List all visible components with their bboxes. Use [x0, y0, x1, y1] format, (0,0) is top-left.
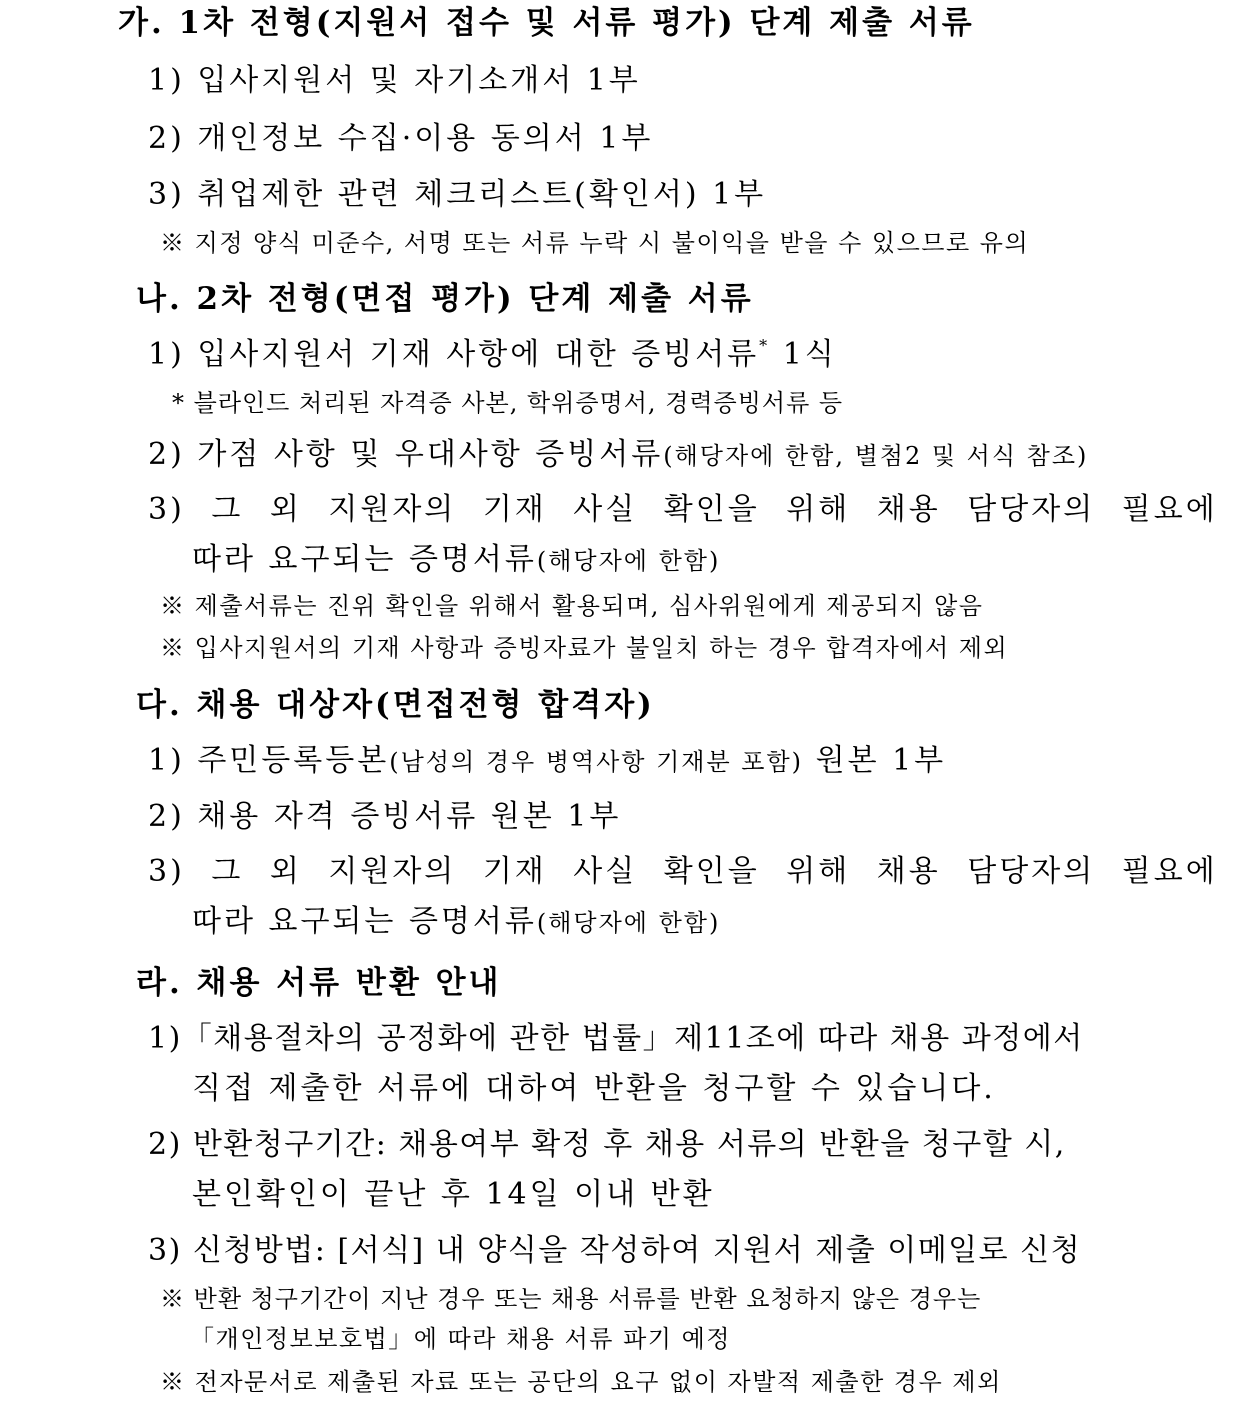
section-ra-item-2-line-2: 본인확인이 끝난 후 14일 이내 반환	[192, 1177, 715, 1212]
section-na-item-1-tail: 1식	[770, 337, 837, 372]
footnote-marker: *	[759, 336, 771, 355]
section-na-item-2	[148, 437, 1089, 472]
section-da-item-1-note: (남성의 경우 병역사항 기재분 포함)	[389, 748, 804, 776]
section-ra-item-1-line-1: 1)「채용절차의 공정화에 관한 법률」제11조에 따라 채용 과정에서	[148, 1021, 1084, 1056]
section-da-item-3-line-1: 3) 그 외 지원자의 기재 사실 확인을 위해 채용 담당자의 필요에	[148, 854, 1218, 889]
section-na-item-1	[148, 336, 837, 372]
section-na-item-3-line-1: 3) 그 외 지원자의 기재 사실 확인을 위해 채용 담당자의 필요에	[148, 492, 1218, 527]
section-da-item-2: 2) 채용 자격 증빙서류 원본 1부	[148, 799, 622, 834]
section-na-item-3-note: (해당자에 한함)	[536, 547, 721, 575]
section-ra-title: 라. 채용 서류 반환 안내	[136, 965, 502, 1001]
section-na-title: 나. 2차 전형(면접 평가) 단계 제출 서류	[136, 281, 754, 317]
section-da-item-1	[148, 743, 947, 778]
section-na-item-2-text: 2) 가점 사항 및 우대사항 증빙서류	[148, 437, 664, 472]
section-na-item-3-text: 따라 요구되는 증명서류	[192, 542, 537, 577]
section-na-item-2-note: (해당자에 한함, 별첨2 및 서식 참조)	[663, 442, 1089, 470]
section-ra-item-2-line-1: 2) 반환청구기간: 채용여부 확정 후 채용 서류의 반환을 청구할 시,	[148, 1127, 1066, 1162]
section-na-item-3-line-2	[192, 542, 721, 577]
section-na-item-1-text: 1) 입사지원서 기재 사항에 대한 증빙서류	[148, 337, 760, 372]
section-na-note-2: ※ 입사지원서의 기재 사항과 증빙자료가 불일치 하는 경우 합격자에서 제외	[160, 634, 1009, 662]
section-na-note-1: ※ 제출서류는 진위 확인을 위해서 활용되며, 심사위원에게 제공되지 않음	[160, 592, 984, 620]
section-ra-note-1-line-1: ※ 반환 청구기간이 지난 경우 또는 채용 서류를 반환 요청하지 않은 경우는	[160, 1285, 982, 1313]
section-da-title: 다. 채용 대상자(면접전형 합격자)	[136, 687, 655, 723]
section-ra-note-2: ※ 전자문서로 제출된 자료 또는 공단의 요구 없이 자발적 제출한 경우 제외	[160, 1368, 1002, 1396]
section-na-footnote: * 블라인드 처리된 자격증 사본, 학위증명서, 경력증빙서류 등	[172, 389, 844, 417]
section-ga-item-1: 1) 입사지원서 및 자기소개서 1부	[148, 63, 641, 98]
section-da-item-3-text: 따라 요구되는 증명서류	[192, 904, 537, 939]
section-ra-note-1-line-2: 「개인정보보호법」에 따라 채용 서류 파기 예정	[190, 1325, 731, 1353]
section-ga-item-3: 3) 취업제한 관련 체크리스트(확인서) 1부	[148, 177, 767, 212]
section-da-item-3-line-2	[192, 904, 721, 939]
section-ra-item-1-line-2: 직접 제출한 서류에 대하여 반환을 청구할 수 있습니다.	[192, 1071, 996, 1106]
section-da-item-1-text: 1) 주민등록등본	[148, 743, 390, 778]
section-ga-note: ※ 지정 양식 미준수, 서명 또는 서류 누락 시 불이익을 받을 수 있으므로 유의	[160, 229, 1030, 257]
section-da-item-3-note: (해당자에 한함)	[536, 909, 721, 937]
section-da-item-1-tail: 원본 1부	[803, 743, 947, 778]
section-ga-title: 가. 1차 전형(지원서 접수 및 서류 평가) 단계 제출 서류	[118, 5, 975, 41]
section-ra-item-3: 3) 신청방법: [서식] 내 양식을 작성하여 지원서 제출 이메일로 신청	[148, 1233, 1082, 1268]
section-ga-item-2: 2) 개인정보 수집·이용 동의서 1부	[148, 121, 654, 156]
